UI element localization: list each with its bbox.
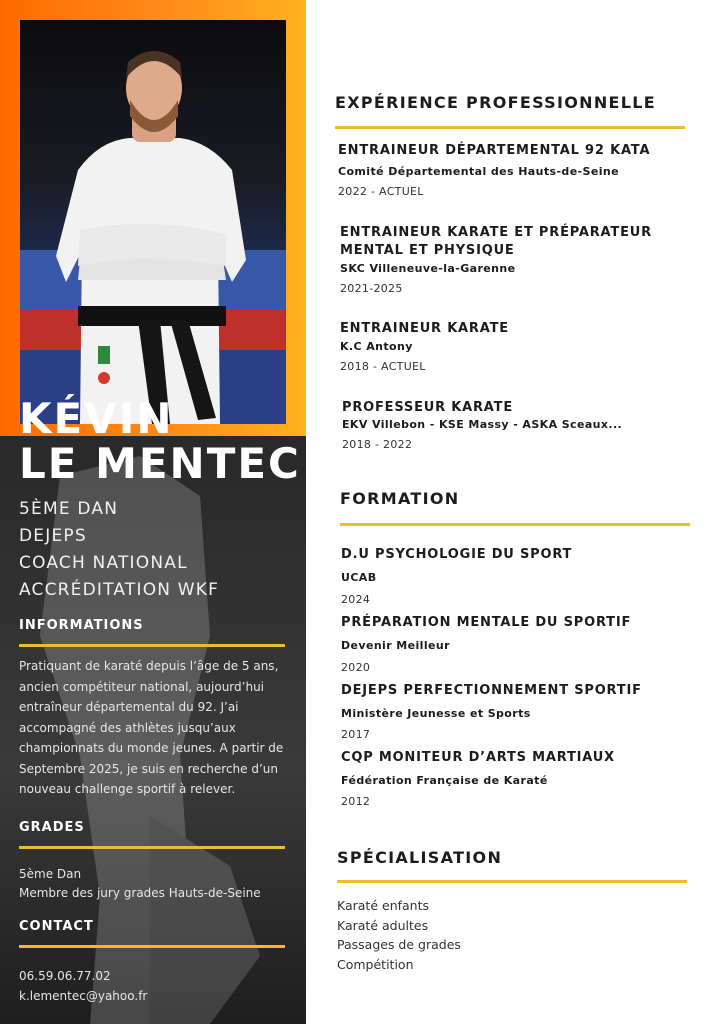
formation-year: 2020: [341, 661, 371, 674]
contact-divider: [19, 945, 285, 948]
title-item: 5ÈME DAN: [19, 499, 119, 519]
formation-org: UCAB: [341, 571, 377, 584]
experience-title: PROFESSEUR KARATE: [342, 400, 514, 415]
experience-title: ENTRAINEUR DÉPARTEMENTAL 92 KATA: [338, 143, 651, 158]
title-item: COACH NATIONAL: [19, 553, 188, 573]
informations-text: Pratiquant de karaté depuis l’âge de 5 ans, ancien compétiteur national, aujourd’hui entraîneur départemental du 92. J’ai accompagné des athlètes jusqu’aux championnats du monde jeunes. A partir de Septembre 2025, je suis en recherche d’un nouveau challenge sportif à relever.: [19, 659, 284, 796]
formation-divider: [340, 523, 690, 526]
contact-email[interactable]: k.lementec@yahoo.fr: [19, 989, 148, 1003]
formation-year: 2024: [341, 593, 371, 606]
grades-line: Membre des jury grades Hauts-de-Seine: [19, 886, 261, 900]
titles-list: [19, 496, 219, 604]
experience-title: ENTRAINEUR KARATE ET PRÉPARATEUR MENTAL ET PHYSIQUE: [340, 225, 652, 258]
specialisation-heading: SPÉCIALISATION: [337, 848, 503, 867]
formation-org: Devenir Meilleur: [341, 639, 450, 652]
experience-dates: 2018 - ACTUEL: [340, 360, 426, 373]
grades-heading: GRADES: [19, 820, 85, 835]
experience-org: SKC Villeneuve-la-Garenne: [340, 262, 516, 275]
formation-year: 2017: [341, 728, 371, 741]
grades-divider: [19, 846, 285, 849]
title-item: DEJEPS: [19, 526, 87, 546]
formation-title: D.U PSYCHOLOGIE DU SPORT: [341, 547, 573, 562]
experience-dates: 2018 - 2022: [342, 438, 413, 451]
profile-photo: [20, 20, 286, 424]
specialisation-divider: [337, 880, 687, 883]
experience-org: Comité Départemental des Hauts-de-Seine: [338, 165, 619, 178]
formation-heading: FORMATION: [340, 489, 460, 508]
specialisation-list: [337, 896, 461, 974]
formation-year: 2012: [341, 795, 371, 808]
informations-divider: [19, 644, 285, 647]
specialisation-item: Passages de grades: [337, 937, 461, 952]
specialisation-item: Karaté adultes: [337, 917, 429, 933]
experience-title: ENTRAINEUR KARATE: [340, 321, 509, 336]
formation-org: Fédération Française de Karaté: [341, 774, 548, 787]
experience-dates: 2021-2025: [340, 282, 403, 295]
formation-title: PRÉPARATION MENTALE DU SPORTIF: [341, 615, 632, 630]
specialisation-item: Compétition: [337, 956, 414, 972]
grades-line: 5ème Dan: [19, 867, 82, 881]
experience-divider: [335, 126, 685, 129]
formation-title: CQP MONITEUR D’ARTS MARTIAUX: [341, 750, 615, 765]
experience-org: EKV Villebon - KSE Massy - ASKA Sceaux...: [342, 418, 623, 431]
contact-heading: CONTACT: [19, 919, 94, 934]
informations-heading: INFORMATIONS: [19, 618, 144, 633]
first-name: KÉVIN: [19, 394, 174, 443]
left-sidebar: [0, 0, 306, 1024]
last-name: LE MENTEC: [19, 439, 301, 488]
contact-phone[interactable]: 06.59.06.77.02: [19, 969, 111, 983]
formation-org: Ministère Jeunesse et Sports: [341, 707, 531, 720]
experience-heading: EXPÉRIENCE PROFESSIONNELLE: [335, 93, 656, 112]
title-item: ACCRÉDITATION WKF: [19, 580, 220, 600]
specialisation-item: Karaté enfants: [337, 898, 430, 913]
experience-dates: 2022 - ACTUEL: [338, 185, 424, 198]
experience-org: K.C Antony: [340, 340, 413, 353]
formation-title: DEJEPS PERFECTIONNEMENT SPORTIF: [341, 683, 642, 698]
